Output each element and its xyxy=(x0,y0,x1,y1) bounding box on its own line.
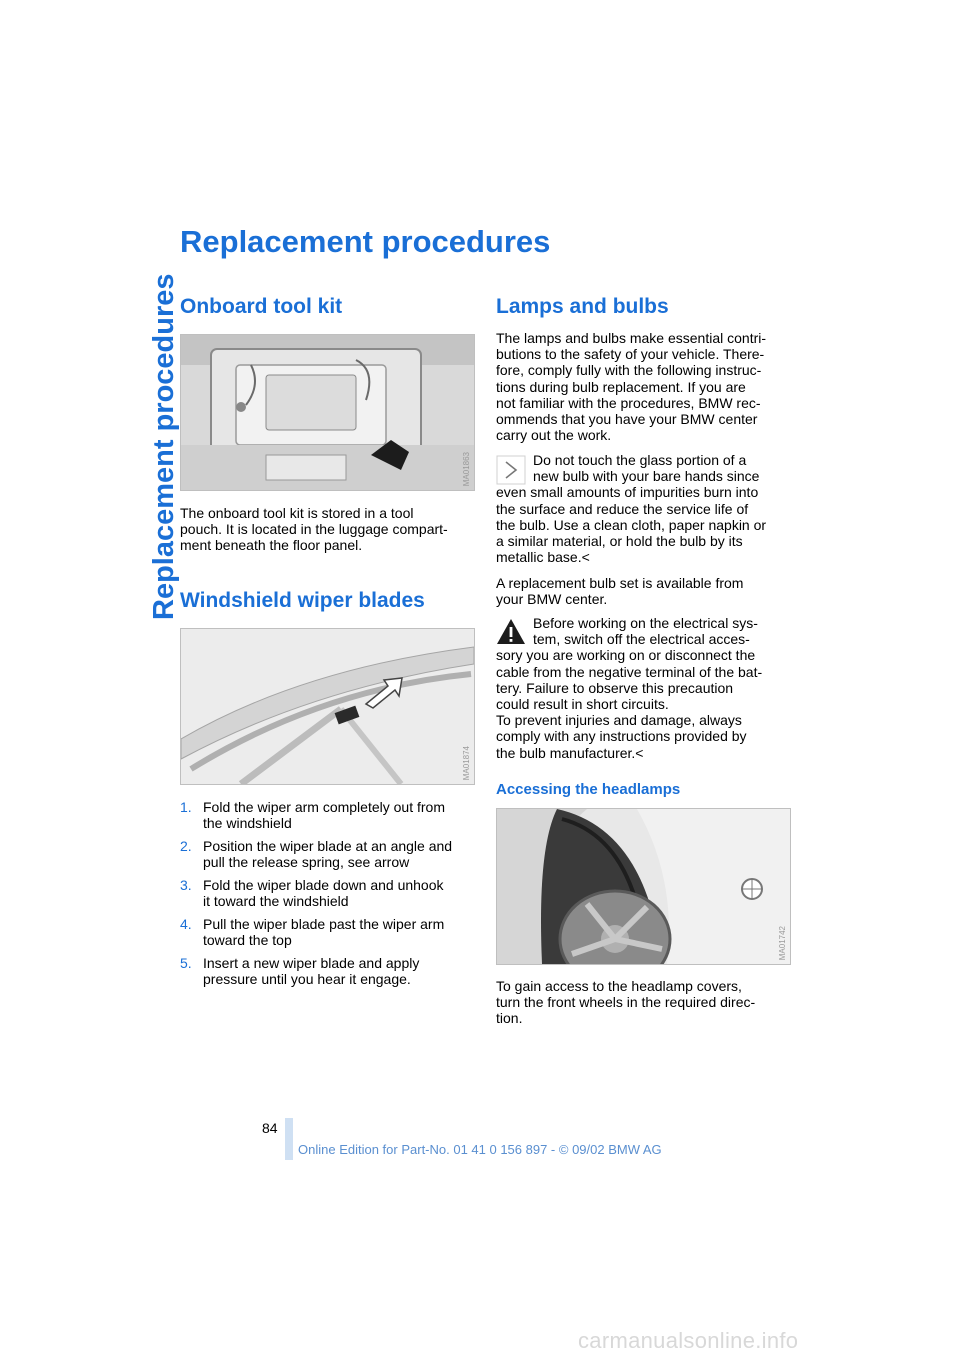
side-section-title-text: Replacement procedures xyxy=(148,273,180,620)
headlamps-text: To gain access to the headlamp covers, turn the front wheels in the required direc- tion. xyxy=(496,978,756,1027)
windshield-wiper-heading: Windshield wiper blades xyxy=(180,589,425,612)
figure-code: MA01863 xyxy=(462,451,471,486)
warning-indented: Before working on the electrical sys- tem, switch off the electrical acces- xyxy=(533,615,758,648)
list-item: 5. Insert a new wiper blade and apply pressure until you hear it engage. xyxy=(180,954,420,987)
figure-code: MA01874 xyxy=(462,745,471,780)
footer-edition-text: Online Edition for Part-No. 01 41 0 156 897 - © 09/02 BMW AG xyxy=(298,1142,662,1157)
page-number: 84 xyxy=(262,1120,278,1136)
warning-triangle-icon xyxy=(496,617,526,647)
replacement-set-text: A replacement bulb set is available from your BMW center. xyxy=(496,575,744,608)
list-item: 2. Position the wiper blade at an angle and pull the release spring, see arrow xyxy=(180,837,453,871)
side-section-title xyxy=(100,230,180,620)
glass-note-text: even small amounts of impurities burn into the surface and reduce the service life of the bulb. Use a clean cloth, paper napkin or a similar material, or hold the bulb by its metallic base.< xyxy=(496,484,767,566)
lamps-and-bulbs-heading: Lamps and bulbs xyxy=(496,295,669,318)
onboard-tool-kit-heading: Onboard tool kit xyxy=(180,295,343,318)
onboard-tool-kit-text: The onboard tool kit is stored in a tool pouch. It is located in the luggage compart- ment beneath the floor panel. xyxy=(180,505,448,554)
figure-code: MA01742 xyxy=(778,925,787,960)
accessing-headlamps-heading: Accessing the headlamps xyxy=(496,781,681,798)
wiper-steps-list xyxy=(180,799,475,994)
warning-text: sory you are working on or disconnect the cable from the negative terminal of the bat- tery. Failure to observe this precaution could result in short circuits. To prevent injuries and damage, always comply with any instructions provided by the bulb manufacturer.< xyxy=(496,647,763,761)
tool-kit-illustration xyxy=(180,334,475,491)
list-item: 3. Fold the wiper blade down and unhook it toward the windshield xyxy=(180,876,444,910)
list-item: 4. Pull the wiper blade past the wiper arm toward the top xyxy=(180,915,445,948)
watermark: carmanualsonline.info xyxy=(578,1328,799,1353)
headlamp-wheel-illustration xyxy=(496,808,791,965)
list-item: 1. Fold the wiper arm completely out from the windshield xyxy=(180,799,445,832)
footer-accent-bar xyxy=(285,1118,293,1160)
note-arrow-icon xyxy=(496,455,526,485)
lamps-intro-text: The lamps and bulbs make essential contri- butions to the safety of your vehicle. There- fore, comply fully with the following instruc- tions during bulb replacement. If you are not familiar with the procedures, BMW rec- ommends that you have your BMW center carry out the work. xyxy=(496,330,767,444)
glass-note-indented: Do not touch the glass portion of a new bulb with your bare hands since xyxy=(533,452,760,485)
page-title: Replacement procedures xyxy=(180,224,551,259)
wiper-illustration xyxy=(180,628,475,785)
